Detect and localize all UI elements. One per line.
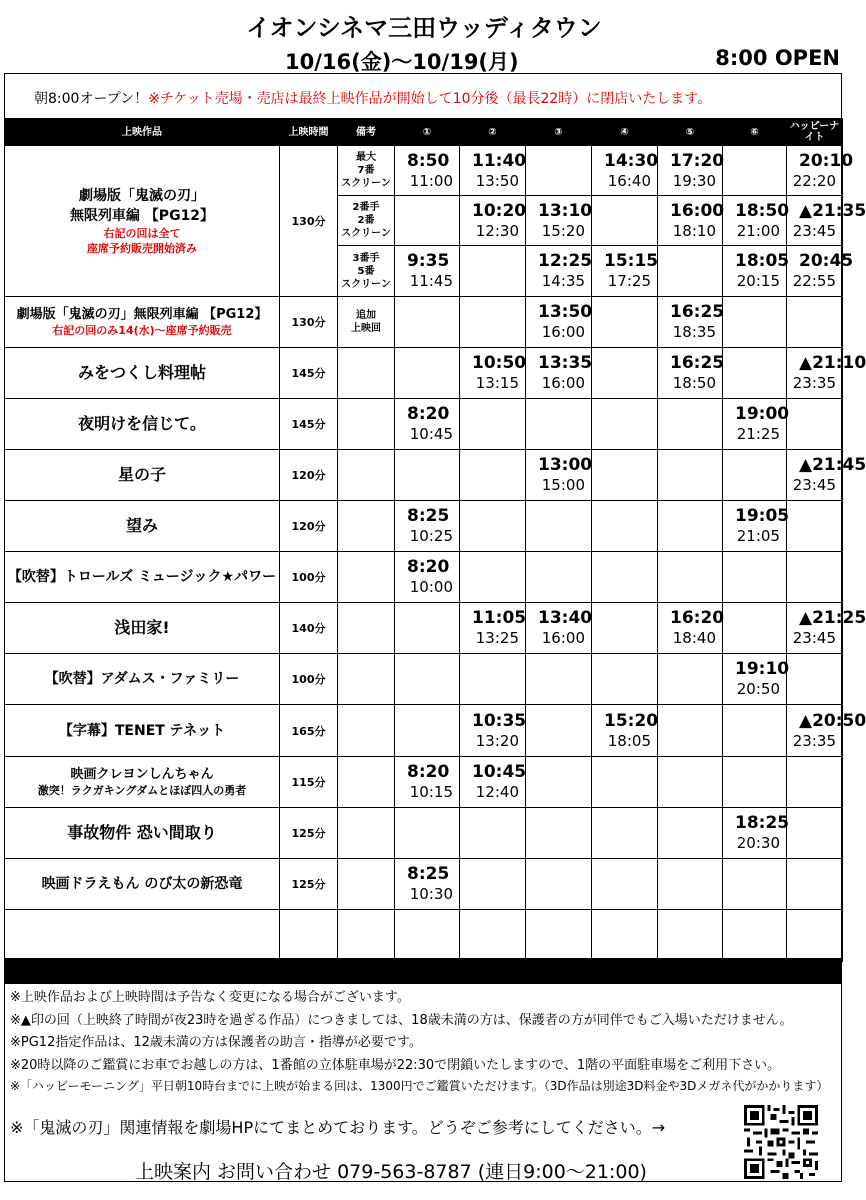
end-time: 16:40 [607,171,651,190]
end-time: 23:45 [792,476,836,494]
runtime-cell: 130分 [280,146,338,297]
end-time: 10:25 [409,527,453,545]
start-time: 16:20 [670,608,725,628]
film-title: みをつくし料理帖 [77,363,206,382]
showtime-cell [592,246,658,297]
start-time: 10:35 [472,710,527,731]
showtime-cell [592,501,658,552]
remarks-cell [338,705,395,757]
end-time: 21:25 [736,425,780,443]
end-time: 13:20 [475,731,519,750]
empty-cell [395,910,460,962]
col-happy-night: ハッピーナイト [787,119,843,146]
start-time: 8:50 [407,150,450,171]
empty-cell [460,910,526,962]
remarks-cell [338,552,395,603]
film-title-cell [5,399,280,450]
film-title: 劇場版「鬼滅の刃」無限列車編 【PG12】 [16,307,268,322]
film-title: 劇場版「鬼滅の刃」 [79,188,205,204]
showtime-cell [787,348,866,399]
end-time: 10:15 [409,783,453,801]
showtime-cell [658,603,723,654]
start-time: 8:20 [407,762,450,782]
showtime-cell [460,654,526,705]
showtime-cell [723,859,787,910]
end-time: 20:30 [736,834,780,852]
showtime-cell [787,146,854,196]
showtime-cell [395,501,460,552]
showtime-cell [723,552,787,603]
start-time: 11:05 [472,608,527,628]
showtime-cell [526,757,592,808]
runtime-cell: 115分 [280,757,338,808]
showtime-cell [526,501,592,552]
end-time: 14:35 [541,272,585,290]
showtime-cell [395,196,460,246]
remarks-cell [338,399,395,450]
start-time: ▲20:50 [799,710,866,731]
showtime-cell [723,399,790,450]
end-time: 13:25 [475,629,519,647]
showtime-cell [658,859,723,910]
start-time: 13:40 [538,608,593,628]
showtime-cell [460,859,526,910]
showtime-cell [787,196,866,246]
film-title-cell [5,146,280,297]
showtime-cell [460,450,526,501]
empty-cell [338,910,395,962]
end-time: 21:05 [736,527,780,545]
showtime-cell [526,246,592,297]
showtime-cell [526,196,592,246]
showtime-cell [460,399,526,450]
col-slot-5: ⑤ [658,119,723,146]
runtime-cell: 165分 [280,705,338,757]
showtime-cell [592,450,658,501]
end-time: 18:40 [672,629,716,647]
showtime-cell [658,450,723,501]
film-red-note: 座席予約販売開始済み [87,242,197,255]
showtime-cell [460,348,526,399]
showtime-cell [460,146,526,196]
empty-cell [787,910,843,962]
showtime-cell [395,654,460,705]
footer-note-1: ※上映作品および上映時間は予告なく変更になる場合がございます。 [10,990,410,1005]
showtime-cell [658,808,723,859]
start-time: 10:20 [472,200,527,221]
start-time: 15:15 [604,251,659,271]
table-row [5,399,843,450]
end-time: 11:00 [409,171,453,190]
showtime-cell [658,654,723,705]
table-row [5,705,843,757]
inquiry-phone: 上映案内 お問い合わせ 079-563-8787 (連日9:00～21:00) [135,1161,647,1183]
showtime-cell [526,552,592,603]
showtime-cell [658,552,723,603]
showtime-cell [658,146,723,196]
col-slot-6: ⑥ [723,119,787,146]
remarks-cell [338,450,395,501]
open-time: 8:00 OPEN [715,46,840,70]
film-title-cell [5,654,280,705]
showtime-cell [787,399,843,450]
start-time: 19:05 [735,506,790,526]
start-time: 16:00 [670,200,725,221]
start-time: 8:25 [407,864,450,884]
showtime-cell [460,705,526,757]
start-time: 18:50 [735,200,790,221]
runtime-cell: 120分 [280,501,338,552]
table-row [5,603,843,654]
film-title: 映画ドラえもん のび太の新恐竜 [41,876,243,892]
end-time: 19:30 [672,171,716,190]
showtime-cell [787,859,843,910]
showtime-cell [526,348,592,399]
table-row [5,501,843,552]
film-title-cell [5,348,280,399]
end-time: 10:00 [409,578,453,596]
date-range: 10/16(金)～10/19(月) [285,50,519,74]
remarks-cell [338,654,395,705]
showtime-cell [592,654,658,705]
start-time: 14:30 [604,150,659,171]
remarks-cell: 3番手 5番 スクリーン [338,246,395,297]
showtime-cell [460,552,526,603]
showtime-cell [787,654,843,705]
start-time: 16:25 [670,353,725,373]
showtime-cell [723,705,787,757]
showtime-cell [592,757,658,808]
end-time: 20:50 [736,680,780,698]
film-title: 夜明けを信じて。 [78,414,206,433]
start-time: 20:45 [799,251,854,271]
empty-cell [280,910,338,962]
runtime-cell: 125分 [280,808,338,859]
start-time: 19:00 [735,404,790,424]
film-red-note: 右記の回のみ14(水)～座席予約販売 [52,324,232,337]
showtime-cell [723,196,790,246]
showtime-cell [460,196,526,246]
end-time: 23:35 [792,374,836,392]
empty-cell [5,910,280,962]
showtime-cell [395,297,460,348]
start-time: 18:05 [735,251,790,271]
showtime-cell [395,757,460,808]
start-time: 15:20 [604,710,659,731]
showtime-cell [460,757,526,808]
film-title-line2: 無限列車編 【PG12】 [69,208,215,224]
showtime-cell [395,552,460,603]
showtime-cell [658,196,723,246]
film-title: 浅田家! [114,618,170,637]
showtime-cell [460,808,526,859]
col-slot-2: ② [460,119,526,146]
showtime-cell [592,348,658,399]
col-slot-4: ④ [592,119,658,146]
table-row [5,146,843,196]
showtime-cell [723,146,787,196]
film-title-cell [5,757,280,808]
start-time: 10:45 [472,762,527,782]
remarks-cell [338,348,395,399]
end-time: 22:20 [792,171,836,190]
showtime-cell [592,146,658,196]
showtime-cell [395,603,460,654]
showtime-cell [592,297,658,348]
remarks-cell: 最大 7番 スクリーン [338,146,395,196]
table-row [5,450,843,501]
showtime-cell [592,196,658,246]
end-time: 10:30 [409,885,453,903]
showtime-cell [658,348,723,399]
showtime-cell [723,450,787,501]
showtime-cell [395,859,460,910]
showtime-cell [460,246,526,297]
showtime-cell [526,399,592,450]
film-title-cell [5,297,280,348]
start-time: ▲21:35 [799,200,866,221]
end-time: 18:35 [672,323,716,341]
start-time: 12:25 [538,251,593,271]
end-time: 12:30 [475,221,519,240]
showtime-cell [526,146,592,196]
showtime-cell [787,757,843,808]
showtime-cell [526,705,592,757]
film-red-note: 右記の回は全て [103,227,181,240]
col-film: 上映作品 [5,119,280,146]
divider-bar [4,958,842,984]
film-title-cell [5,501,280,552]
footer-note-5: ※「ハッピーモーニング」平日朝10時台までに上映が始まる回は、1300円でご鑑賞いただけます。（3D作品は別途3D料金や3Dメガネ代がかかります） [10,1079,829,1093]
footer-note-3: ※PG12指定作品は、12歳未満の方は保護者の助言・指導が必要です。 [10,1035,422,1050]
schedule-table [4,118,866,962]
start-time: 17:20 [670,150,725,171]
showtime-cell [658,757,723,808]
film-title: 星の子 [117,465,166,484]
col-runtime: 上映時間 [280,119,338,146]
start-time: 10:50 [472,353,527,373]
showtime-cell [592,808,658,859]
end-time: 13:15 [475,374,519,392]
empty-row [5,910,843,962]
start-time: 16:25 [670,302,725,322]
end-time: 13:50 [475,171,519,190]
film-title: 【吹替】トロールズ ミュージック★パワー [7,569,277,585]
table-row [5,654,843,705]
runtime-cell: 145分 [280,348,338,399]
showtime-cell [787,552,843,603]
film-title-cell [5,603,280,654]
start-time: 8:20 [407,404,450,424]
showtime-cell [723,246,790,297]
notice-closing: ※チケット売場・売店は最終上映作品が開始して10分後（最長22時）に閉店いたします。 [148,91,712,107]
showtime-cell [592,399,658,450]
film-title: 【字幕】TENET テネット [58,722,226,739]
showtime-cell [395,246,460,297]
end-time: 15:20 [541,221,585,240]
film-title-cell [5,552,280,603]
showtime-cell [787,246,854,297]
start-time: 8:25 [407,506,450,526]
start-time: 8:20 [407,557,450,577]
remarks-cell [338,501,395,552]
showtime-cell [395,808,460,859]
start-time: ▲21:10 [799,353,866,373]
showtime-cell [787,705,866,757]
showtime-cell [787,808,843,859]
end-time: 23:45 [792,221,836,240]
runtime-cell: 100分 [280,552,338,603]
remarks-cell [338,603,395,654]
remarks-cell [338,757,395,808]
runtime-cell: 140分 [280,603,338,654]
qr-code-icon[interactable] [744,1105,818,1179]
remarks-cell [338,808,395,859]
showtime-cell [526,654,592,705]
end-time: 16:00 [541,374,585,392]
showtime-cell [395,399,460,450]
table-row [5,297,843,348]
end-time: 18:50 [672,374,716,392]
showtime-cell [592,552,658,603]
showtime-cell [723,297,787,348]
header-row [5,119,843,146]
showtime-cell [723,348,787,399]
runtime-cell: 130分 [280,297,338,348]
empty-cell [526,910,592,962]
remarks-cell [338,859,395,910]
table-row [5,808,843,859]
showtime-cell [526,297,592,348]
film-title: 望み [125,516,158,535]
start-time: 13:35 [538,353,593,373]
end-time: 15:00 [541,476,585,494]
showtime-cell [526,859,592,910]
table-row [5,552,843,603]
table-row [5,757,843,808]
showtime-cell [526,808,592,859]
start-time: 13:50 [538,302,593,322]
film-title-cell [5,705,280,757]
showtime-cell [460,297,526,348]
film-title: 【吹替】アダムス・ファミリー [44,671,240,687]
start-time: ▲21:45 [799,455,866,475]
showtime-cell [658,297,723,348]
end-time: 20:15 [736,272,780,290]
start-time: ▲21:25 [799,608,866,628]
start-time: 19:10 [735,659,790,679]
film-title: 事故物件 恐い間取り [67,823,217,842]
theater-title: イオンシネマ三田ウッディタウン [246,14,602,42]
showtime-cell [658,501,723,552]
empty-cell [592,910,658,962]
end-time: 18:10 [672,221,716,240]
end-time: 18:05 [607,731,651,750]
showtime-cell [723,654,790,705]
showtime-cell [592,859,658,910]
end-time: 12:40 [475,783,519,801]
showtime-cell [658,246,723,297]
footer-note-4: ※20時以降のご鑑賞にお車でお越しの方は、1番館の立体駐車場が22:30で閉鎖いたしますので、1階の平面駐車場をご利用下さい。 [10,1058,781,1073]
end-time: 16:00 [541,323,585,341]
table-row [5,859,843,910]
end-time: 11:45 [409,272,453,290]
showtime-cell [460,501,526,552]
start-time: 13:00 [538,455,593,475]
remarks-cell: 2番手 2番 スクリーン [338,196,395,246]
table-row [5,348,843,399]
start-time: 11:40 [472,150,527,171]
end-time: 17:25 [607,272,651,290]
showtime-cell [592,705,658,757]
start-time: 20:10 [799,150,854,171]
col-remarks: 備考 [338,119,395,146]
col-slot-3: ③ [526,119,592,146]
showtime-cell [723,603,787,654]
runtime-cell: 125分 [280,859,338,910]
film-title-cell [5,859,280,910]
showtime-cell [395,450,460,501]
start-time: 13:10 [538,200,593,221]
showtime-cell [460,603,526,654]
film-title-cell [5,450,280,501]
runtime-cell: 100分 [280,654,338,705]
film-title: 映画クレヨンしんちゃん [70,767,214,782]
runtime-cell: 145分 [280,399,338,450]
showtime-cell [526,450,592,501]
showtime-cell [787,297,843,348]
showtime-cell [787,450,866,501]
showtime-cell [723,501,790,552]
showtime-cell [658,399,723,450]
remarks-cell: 追加 上映回 [338,297,395,348]
end-time: 23:35 [792,731,836,750]
empty-cell [658,910,723,962]
showtime-cell [592,603,658,654]
notice-open: 朝8:00オープン！ [34,91,149,107]
kimetsu-info: ※「鬼滅の刃」関連情報を劇場HPにてまとめております。どうぞご参考にしてください。→ [10,1118,666,1137]
start-time: 18:25 [735,813,790,833]
end-time: 16:00 [541,629,585,647]
start-time: 9:35 [407,251,450,271]
showtime-cell [658,705,723,757]
showtime-cell [723,808,790,859]
showtime-cell [395,705,460,757]
schedule-body [5,146,866,962]
showtime-cell [787,501,843,552]
empty-cell [723,910,787,962]
showtime-cell [395,348,460,399]
end-time: 23:45 [792,629,836,647]
showtime-cell [723,757,787,808]
end-time: 22:55 [792,272,836,290]
showtime-cell [526,603,592,654]
film-title-cell [5,808,280,859]
end-time: 21:00 [736,221,780,240]
end-time: 10:45 [409,425,453,443]
footer-note-2: ※▲印の回（上映終了時間が夜23時を過ぎる作品）につきましては、18歳未満の方は、保護者の方が同伴でもご入場いただけません。 [10,1013,793,1028]
runtime-cell: 120分 [280,450,338,501]
film-subtitle: 激突！ラクガキングダムとほぼ四人の勇者 [37,784,247,797]
showtime-cell [395,146,460,196]
showtime-cell [787,603,866,654]
notice-line [4,74,842,118]
col-slot-1: ① [395,119,460,146]
